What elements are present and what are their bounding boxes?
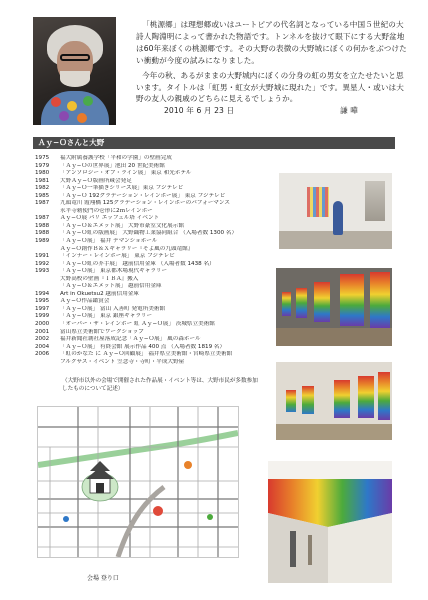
- map-main-road: [118, 487, 164, 557]
- chronology-event: 福大附属養護学校「平和の学園」の壁画完成: [60, 155, 172, 161]
- gallery-floor: [276, 424, 392, 440]
- chronology-event: 九頭竜川 霞翔橋 125グラデーション・レインボーのパフォーマンス: [60, 200, 230, 207]
- chronology-event: 「Ａｙ−Ｏ虹の芥手展」 越前信用金庫 （入場者数 1438 名）: [60, 260, 215, 267]
- chronology-year: 1999: [35, 313, 50, 320]
- chronology-year: [35, 246, 60, 254]
- portrait-beard: [60, 71, 90, 87]
- gallery-photo-4: [268, 461, 392, 583]
- chronology-event: 「Ａｙ−Ｏ虹の版画展」 大野織物工業協同組合 （入場者数 1300 名）: [60, 230, 238, 237]
- chronology-year: 2001: [35, 328, 50, 335]
- chronology-event: 永平寺勅使門の壱形に2ｍレインボー: [60, 207, 153, 214]
- chronology-year: 2000: [35, 321, 50, 328]
- chronology-row: [35, 351, 285, 359]
- rainbow-painting-5: [370, 272, 390, 328]
- chronology-year: 2006: [35, 351, 50, 358]
- chronology-event: 「オーバー・ザ・レインボー 虹 Ａｙ−Ｏ展」 茨城県立美術館: [60, 321, 215, 328]
- chronology-event: 「Ａｙ−Ｏ 192グラデーション・レインボー展」 東京 フジテレビ: [60, 192, 226, 199]
- gallery-floor: [276, 328, 392, 346]
- access-map: [37, 406, 239, 558]
- chronology-year: 1992: [35, 260, 50, 267]
- intro-paragraph-1: 「桃源郷」は理想郷或いはユートピアの代名詞となっている中国５世紀の大詩人陶淵明によって書かれた物語です。トンネルを抜けて眼下にする大野盆地は60年来ぼくの桃源郷です。その大野の表徴の大野城にぼくの何かをぶつけたい衝動が今度の試みになりました。: [136, 20, 407, 65]
- chronology-year: [35, 276, 60, 284]
- intro-signature: [136, 105, 408, 117]
- landmark-marker-icon: [184, 461, 192, 469]
- chronology-row: [35, 170, 285, 178]
- chronology-event: Ａｙ−Ｏ展 パリ エッフェル塔 イベント: [60, 215, 160, 222]
- intro-author: 謙 嘩: [340, 106, 358, 116]
- chronology-event: 「インナー・レインボー展」 東京 フジテレビ: [60, 253, 175, 260]
- chronology-row: [35, 359, 285, 367]
- chronology-row: [35, 200, 285, 208]
- chronology-row: [35, 230, 285, 238]
- chronology-year: 1975: [35, 155, 50, 161]
- chronology-year: 1997: [35, 305, 50, 312]
- chronology-event: 「Ａｙ−Ｏ展」 有終会館 展示作品 400 点 （入場者数 1819 名）: [60, 343, 226, 350]
- chronology-event: 「Ａｙ−Ｏ＆エメット展」 越前信用金庫: [60, 283, 162, 290]
- chronology-year: 1979: [35, 162, 50, 169]
- gallery-photo-1: [279, 173, 392, 249]
- chronology-year: 2004: [35, 343, 50, 350]
- chronology-event: 「Ａｙ−Ｏ展」 福井 デマンショホール: [60, 238, 158, 245]
- chronology-row: [35, 291, 285, 299]
- intro-date: 2010 年 6 月 23 日: [164, 106, 235, 116]
- rainbow-painting-1: [282, 292, 291, 316]
- chronology-event: 富山県立美術館でワークショップ: [60, 328, 144, 335]
- chronology-event: 「Ａｙ−Ｏの世界展」池田 20 世紀美術館: [60, 162, 165, 169]
- chronology-event: フルクサス・イベント 笠念寺・寺町・平成大野屋: [60, 358, 185, 365]
- chronology-year: 1980: [35, 170, 50, 177]
- chronology-year: 1989: [35, 238, 50, 245]
- chronology-year: 1995: [35, 298, 50, 305]
- chronology-year: 1987: [35, 215, 50, 222]
- rainbow-painting-8: [334, 380, 350, 418]
- chronology-row: [35, 163, 285, 171]
- rainbow-painting-3: [314, 282, 330, 322]
- chronology-year: [35, 208, 60, 216]
- section-header-bar: [33, 137, 395, 149]
- chronology-row: [35, 313, 285, 321]
- intro-paragraph-2: 今年の秋、あるがままの大野城内にぼくの分身の虹の男女を立たせたいと思います。タイトルは「虹男・虹女が大野城に現れた」です。異星人・或いは大野の友人の親戚のどちらに見えるでしょうか。: [136, 70, 404, 104]
- map-river: [38, 433, 238, 465]
- chronology-event: 「Ａｙ−Ｏ展」 富山 入善町 発電所美術館: [60, 305, 166, 312]
- parking-marker-icon: [207, 514, 213, 520]
- rainbow-painting-2: [296, 288, 307, 318]
- chronology-year: 2002: [35, 336, 50, 343]
- chronology-row: [35, 193, 285, 201]
- chronology-row: [35, 215, 285, 223]
- chronology-year: 1988: [35, 230, 50, 237]
- chronology-row: [35, 155, 285, 163]
- chronology-row: [35, 246, 285, 254]
- castle-icon: [86, 461, 114, 493]
- chronology-row: [35, 283, 285, 291]
- chronology-row: [35, 321, 285, 329]
- chronology-event: 「Ａｙ−Ｏ展」 東京都木場現代ギャラリー: [60, 268, 168, 275]
- chronology-event: 「Ａｙ−Ｏ一筆描きシリーズ展」東京 フジテレビ: [60, 185, 184, 192]
- chronology-event: 「Ａｙ−Ｏ＆エメット展」 大野市豪室文化展示館: [60, 222, 184, 229]
- chronology-row: [35, 185, 285, 193]
- portrait-glasses: [60, 54, 90, 61]
- chronology-year: 1985: [35, 192, 50, 199]
- chronology-event: 「アンソロジー・オブ・ライン展」 東京 和光ホテル: [60, 170, 192, 177]
- chronology-list: [35, 155, 285, 366]
- chronology-year: 1982: [35, 185, 50, 192]
- section-title: Ａｙ−Ｏさんと大野: [38, 138, 105, 147]
- chronology-row: [35, 253, 285, 261]
- chronology-row: [35, 298, 285, 306]
- chronology-year: [35, 359, 60, 367]
- chronology-event: Ａｙ−Ｏ創作Ｂ＆Ｘギャラリー『そよ風の九頭竜館』: [60, 245, 194, 252]
- chronology-event: 大野高校の壁画『ＩＢＡ』搬入: [60, 275, 139, 282]
- chronology-row: [35, 306, 285, 314]
- chronology-event: Art in Okuetsu2 越前信用金庫: [60, 290, 139, 297]
- chronology-row: [35, 261, 285, 269]
- chronology-year: 1987: [35, 200, 50, 207]
- rainbow-corridor-illustration: [268, 461, 392, 583]
- chronology-row: [35, 208, 285, 216]
- gallery-wall-artwork-2: [365, 181, 385, 221]
- chronology-event: 「Ａｙ−Ｏ展」 東京 銀座ギャラリー: [60, 313, 153, 320]
- chronology-row: [35, 344, 285, 352]
- chronology-event: 大野Ａｙ−Ｏ版画所蔵会発足: [60, 177, 132, 184]
- chronology-year: 1991: [35, 253, 50, 260]
- map-caption: 会場 登り口: [87, 575, 119, 582]
- chronology-row: [35, 268, 285, 276]
- chronology-year: 1981: [35, 177, 50, 184]
- artist-portrait-photo: [33, 17, 116, 125]
- chronology-year: 1994: [35, 290, 50, 297]
- chronology-note: （大野市以外の会場で開催された作品展・イベント等は、大野市民が多数参加したものについて記述）: [62, 378, 258, 392]
- rainbow-painting-6: [286, 390, 296, 412]
- chronology-event: Ａｙ−Ｏ作品鑑賞会: [60, 298, 110, 305]
- chronology-year: 1988: [35, 222, 50, 229]
- chronology-row: [35, 336, 285, 344]
- rainbow-painting-10: [378, 372, 390, 420]
- gallery-photo-2: [276, 268, 392, 346]
- rainbow-painting-4: [340, 274, 364, 326]
- chronology-row: [35, 329, 285, 337]
- intro-text: [136, 19, 408, 117]
- chronology-year: 1993: [35, 268, 50, 275]
- station-marker-icon: [63, 516, 69, 522]
- rainbow-painting-9: [358, 376, 374, 418]
- chronology-row: [35, 223, 285, 231]
- map-svg: [38, 407, 238, 557]
- corridor-figure: [290, 531, 296, 567]
- portrait-rainbow-shirt: [41, 91, 109, 125]
- gallery-photo-3: [276, 362, 392, 440]
- gallery-person: [333, 201, 343, 235]
- chronology-row: [35, 238, 285, 246]
- chronology-year: [35, 283, 60, 291]
- chronology-event: 「虹のかなた に Ａｙ−Ｏ回顧展」 福井県立美術館・宮崎県立美術館: [60, 351, 233, 358]
- chronology-event: 福井新聞社創社屋落成記念「Ａｙ−Ｏ展」 風の森ホール: [60, 336, 201, 343]
- rainbow-painting-7: [302, 386, 314, 414]
- chronology-row: [35, 178, 285, 186]
- chronology-row: [35, 276, 285, 284]
- venue-marker-icon: [153, 506, 163, 516]
- gallery-wall-artwork: [307, 187, 329, 217]
